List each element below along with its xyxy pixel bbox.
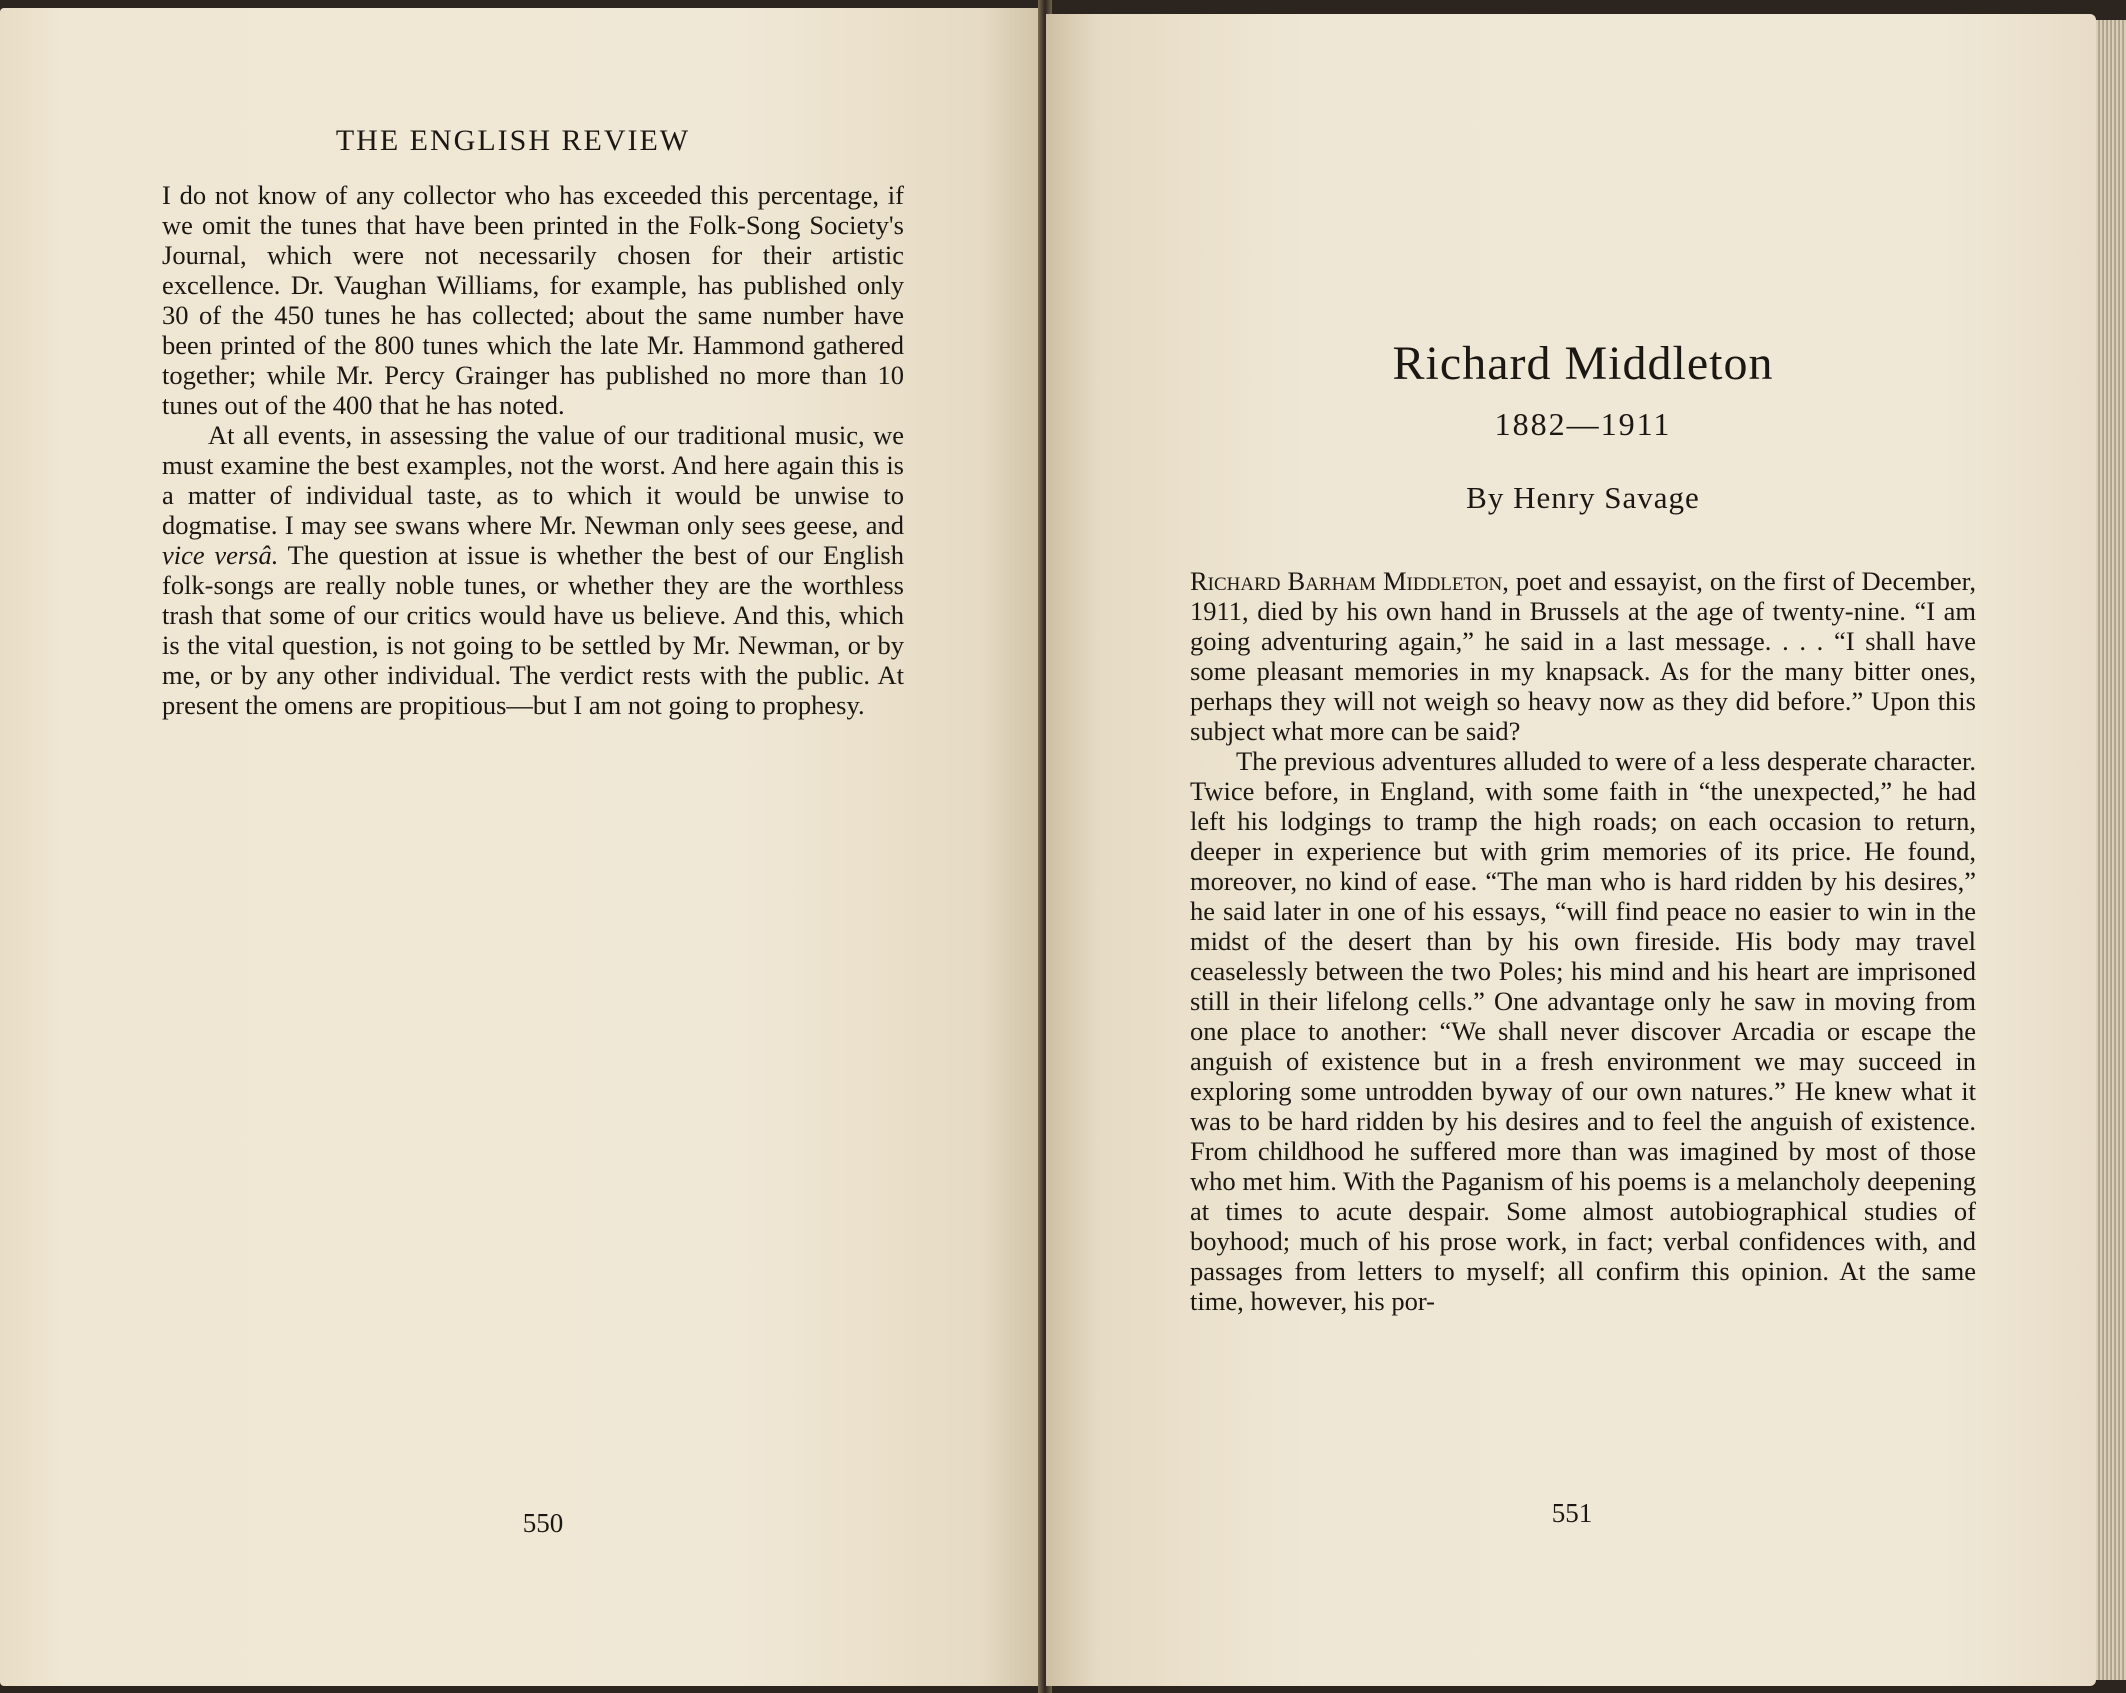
right-paragraph-1 (1190, 566, 1976, 746)
running-head-left: THE ENGLISH REVIEW (335, 124, 691, 157)
left-page (0, 8, 1042, 1686)
folio-left: 550 (522, 1508, 564, 1538)
left-paragraph-2 (162, 420, 904, 720)
article-byline: By Henry Savage (1466, 480, 1700, 515)
right-paragraph-2: The previous adventures alluded to were of a less desperate character. Twice before, in England, with some faith in “the unexpected,” he had left his lodgings to tramp the high roads; on each occasion to return, deeper in experience but with grim memories of its price. He found, moreover, no kind of ease. “The man who is hard ridden by his desires,” he said later in one of his essays, “will find peace no easier to win in the midst of the desert than by his own fireside. His body may travel ceaselessly between the two Poles; his mind and his heart are imprisoned still in their lifelong cells.” One advantage only he saw in moving from one place to another: “We shall never discover Arcadia or escape the anguish of existence but in a fresh environment we may succeed in exploring some untrodden byway of our own natures.” He knew what it was to be hard ridden by his desires and to feel the anguish of existence. From childhood he suffered more than was imagined by most of those who met him. With the Paganism of his poems is a melancholy deepening at times to acute despair. Some almost autobiographical studies of boyhood; much of his prose work, in fact; verbal confidences with, and passages from letters to myself; all confirm this opinion. At the same time, however, his por- (1190, 746, 1976, 1316)
article-dates: 1882—1911 (1494, 406, 1672, 442)
left-paragraph-1: I do not know of any collector who has exceeded this percentage, if we omit the tunes that have been printed in the Folk-Song Society's Journal, which were not necessarily chosen for their artistic excellence. Dr. Vaughan Williams, for example, has published only 30 of the 450 tunes he has collected; about the same number have been printed of the 800 tunes which the late Mr. Hammond gathered together; while Mr. Percy Grainger has published no more than 10 tunes out of the 400 that he has noted. (162, 180, 904, 420)
left-paragraph-2-italic: vice versâ. (162, 540, 279, 570)
left-text-block (162, 180, 904, 720)
article-title: Richard Middleton (1392, 337, 1774, 390)
left-paragraph-2-end: The question at issue is whether the best of our English folk-songs are really noble tunes, or whether they are the worthless trash that some of our critics would have us believe. And this, which is the vital question, is not going to be settled by Mr. Newman, or by me, or by any other individual. The verdict rests with the public. At present the omens are propitious—but I am not going to prophesy. (162, 540, 904, 720)
left-paragraph-2-start: At all events, in assessing the value of our traditional music, we must examine the best examples, not the worst. And here again this is a matter of individual taste, as to which it would be unwise to dogmatise. I may see swans where Mr. Newman only sees geese, and (162, 420, 904, 540)
right-text-block (1190, 566, 1976, 1316)
folio-right: 551 (1551, 1498, 1593, 1528)
right-paragraph-1-rest: , poet and essayist, on the first of December, 1911, died by his own hand in Brussels at the age of twenty-nine. “I am going adventuring again,” he said in a last message. . . . “I shall have some pleasant memories in my knapsack. As for the many bitter ones, perhaps they will not weigh so heavy now as they did before.” Upon this subject what more can be said? (1190, 566, 1976, 746)
page-fore-edge (2096, 20, 2126, 1680)
opening-name: Richard Barham Middleton (1190, 566, 1503, 596)
right-page (1046, 14, 2096, 1686)
